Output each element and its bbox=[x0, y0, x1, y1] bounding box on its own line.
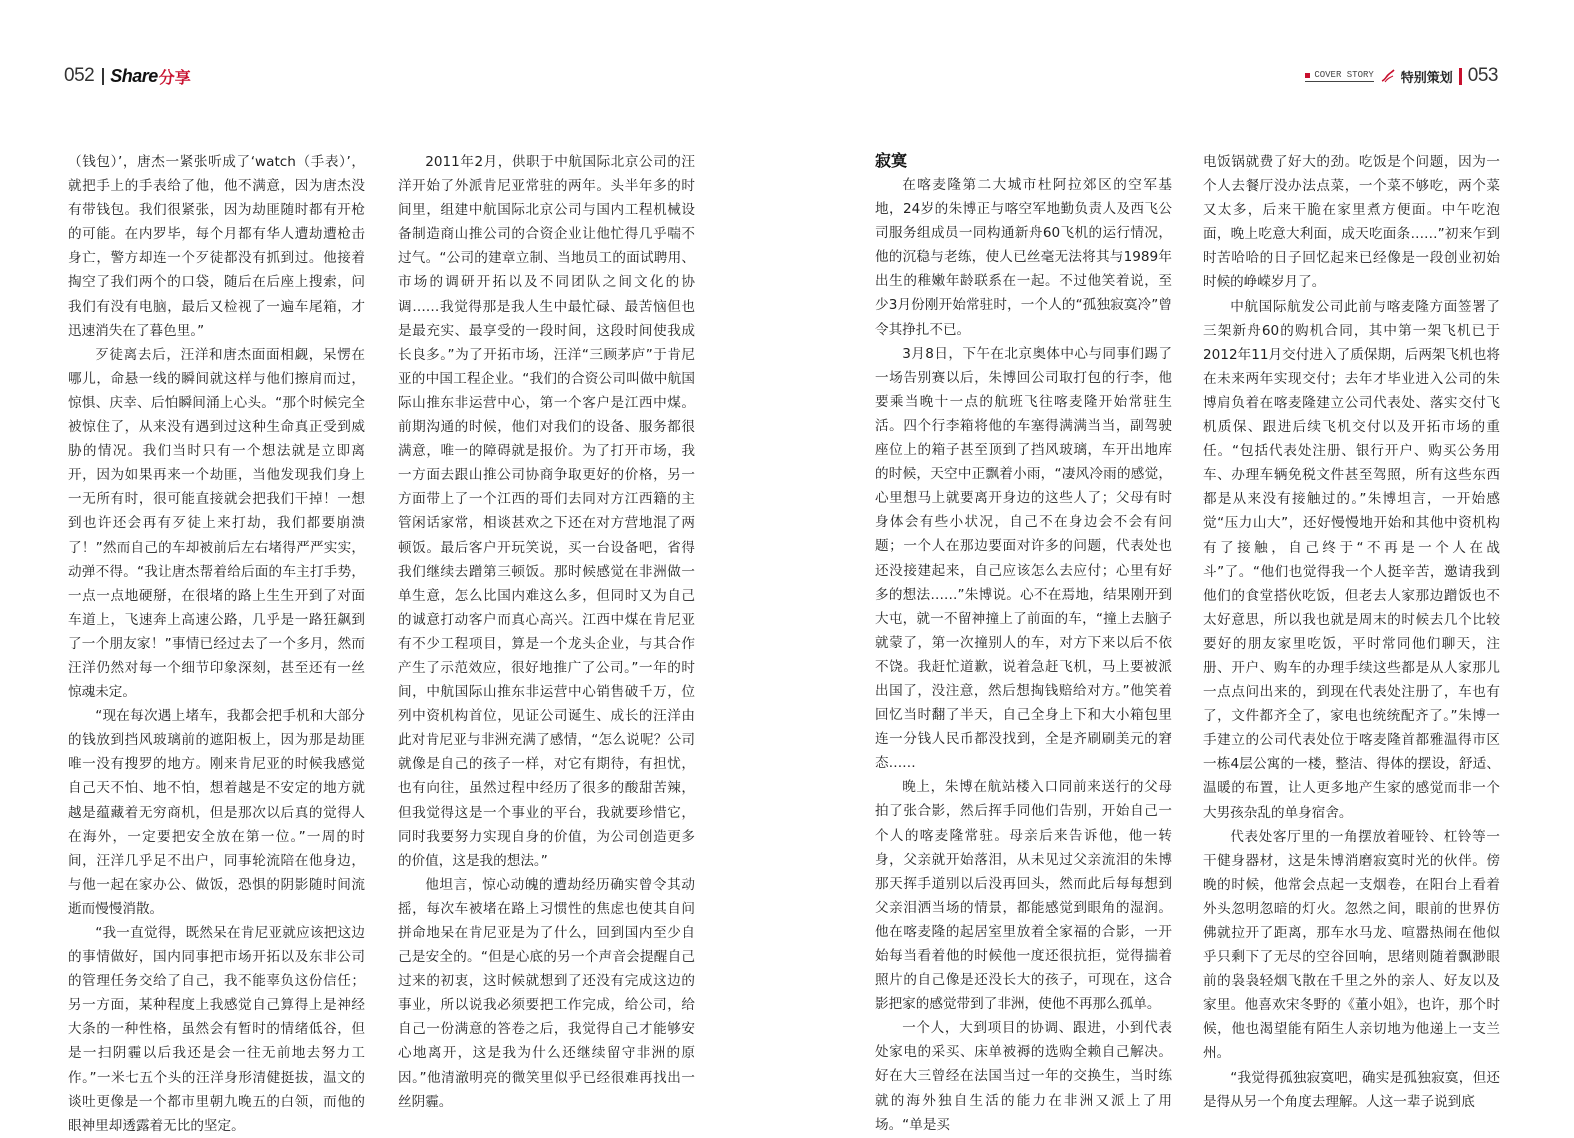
paragraph: “我一直觉得，既然呆在肯尼亚就应该把这边的事情做好，国内同事把市场开拓以及东非公司的管理任务交给了自己，我不能辜负这份信任；另一方面，某种程度上我感觉自己算得上是神经大条的一种性格，虽然会有暂时的情绪低谷，但是一扫阴霾以后我还是会一往无前地去努力工作。”一米七五个头的汪洋身形清健挺拔，温文的谈吐更像是一个都市里朝九晚五的白领，而他的眼神里却透露着无比的坚定。 bbox=[68, 925, 365, 1134]
paragraph: 3月8日，下午在北京奥体中心与同事们踢了一场告别赛以后，朱博回公司取打包的行李，他要乘当晚十一点的航班飞往喀麦隆开始常驻生活。四个行李箱将他的车塞得满满当当，副驾驶座位上的箱子甚至顶到了挡风玻璃，车开出地库的时候，天空中正飘着小雨，“凄风冷雨的感觉，心里想马上就要离开身边的这些人了；父母有时身体会有些小状况，自己不在身边会不会有问题；一个人在那边要面对许多的问题，代表处也还没接建起来，自己应该怎么去应付；心里有好多的想法……”朱博说。心不在焉地，结果刚开到大屯，就一不留神撞上了前面的车，“撞上去脑子就蒙了，第一次撞别人的车，对方下来以后不依不饶。我赶忙道歉，说着急赶飞机，马上要被派出国了，没注意，然后想掏钱赔给对方。”他笑着回忆当时翻了半天，自己全身上下和大小箱包里连一分钱人民币都没找到，全是齐刷刷美元的窘态…… bbox=[875, 345, 1172, 772]
section-heading: 寂寞 bbox=[875, 151, 908, 170]
paragraph: 在喀麦隆第二大城市杜阿拉郊区的空军基地，24岁的朱博正与喀空军地勤负责人及西飞公司服务组成员一同构通新舟60飞机的运行情况，他的沉稳与老练，使人已丝毫无法将其与1989年出生的稚嫩年龄联系在一起。不过他笑着说，至少3月份刚开始常驻时，一个人的“孤独寂寞冷”曾令其挣扎不已。 bbox=[875, 177, 1172, 338]
paragraph: 一个人，大到项目的协调、跟进，小到代表处家电的采买、床单被褥的选购全赖自己解决。好在大三曾经在法国当过一年的交换生，当时练就的海外独自生活的能力在非洲又派上了用场。“单是买 bbox=[875, 1020, 1172, 1133]
article-column-3 bbox=[875, 150, 1172, 1137]
article-column-2 bbox=[398, 150, 695, 1114]
header-divider bbox=[102, 68, 104, 85]
magazine-logo-cn: 分享 bbox=[158, 67, 191, 87]
swirl-icon bbox=[1380, 68, 1396, 84]
header-divider-red bbox=[1459, 68, 1462, 85]
red-square-icon bbox=[1305, 73, 1310, 78]
left-page-header bbox=[64, 64, 191, 88]
magazine-logo-en: Share bbox=[110, 65, 158, 86]
section-label: 特别策划 bbox=[1400, 70, 1453, 86]
article-column-1 bbox=[68, 150, 365, 1138]
paragraph: 他坦言，惊心动魄的遭劫经历确实曾令其动摇，每次车被堵在路上习惯性的焦虑也使其自问拼命地呆在肯尼亚是为了什么，回到国内至少自己是安全的。“但是心底的另一个声音会提醒自己过来的初衷，这时候就想到了还没有完成这边的事业，所以说我必须要把工作完成，给公司，给自己一份满意的答卷之后，我觉得自己才能够安心地离开，这是我为什么还继续留守非洲的原因。”他清澈明亮的微笑里似乎已经很难再找出一丝阴霾。 bbox=[398, 876, 695, 1110]
paragraph: 歹徒离去后，汪洋和唐杰面面相觑，呆愣在哪儿，命悬一线的瞬间就这样与他们擦肩而过，惊惧、庆幸、后怕瞬间涌上心头。“那个时候完全被惊住了，从来没有遇到过这种生命真正受到威胁的情况。我们当时只有一个想法就是立即离开，因为如果再来一个劫匪，当他发现我们身上一无所有时，很可能直接就会把我们干掉！一想到也许还会再有歹徒上来打劫，我们都要崩溃了！”然而自己的车却被前后左右堵得严严实实，动弹不得。“我让唐杰帮着给后面的车主打手势，一点一点地硬掰，在很堵的路上生生开到了对面车道上，飞速奔上高速公路，几乎是一路狂飙到了一个朋友家！”事情已经过去了一个多月，然而汪洋仍然对每一个细节印象深刻，甚至还有一丝惊魂未定。 bbox=[68, 346, 365, 701]
right-page-header bbox=[1305, 64, 1498, 88]
paragraph: 中航国际航发公司此前与喀麦隆方面签署了三架新舟60的购机合同，其中第一架飞机已于2012年11月交付进入了质保期，后两架飞机也将在未来两年实现交付；去年才毕业进入公司的朱博肩负着在喀麦隆建立公司代表处、落实交付飞机质保、跟进后续飞机交付以及开拓市场的重任。“包括代表处注册、银行开户、购买公务用车、办理车辆免税文件甚至驾照，所有这些东西都是从来没有接触过的。”朱博坦言，一开始感觉“压力山大”，还好慢慢地开始和其他中资机构有了接触，自己终于“不再是一个人在战斗”了。“他们也觉得我一个人挺辛苦，邀请我到他们的食堂搭伙吃饭，但老去人家那边蹭饭也不太好意思，所以我也就是周末的时候去几个比较要好的朋友家里吃饭，平时常同他们聊天，注册、开户、购车的办理手续这些都是从人家那儿一点点问出来的，到现在代表处注册了，车也有了，文件都齐全了，家电也统统配齐了。”朱博一手建立的公司代表处位于喀麦隆首都雅温得市区一栋4层公寓的一楼，整洁、得体的摆设，舒适、温暖的布置，让人更多地产生家的感觉而非一个大男孩杂乱的单身宿舍。 bbox=[1203, 298, 1500, 821]
article-column-4 bbox=[1203, 150, 1500, 1114]
right-page-number: 053 bbox=[1467, 65, 1498, 86]
paragraph: 代表处客厅里的一角摆放着哑铃、杠铃等一干健身器材，这是朱博消磨寂寞时光的伙伴。傍晚的时候，他常会点起一支烟卷，在阳台上看着外头忽明忽暗的灯火。忽然之间，眼前的世界仿佛就拉开了距离，那车水马龙、喧嚣热闹在他似乎只剩下了无尽的空谷回响，思绪则随着飘渺眼前的袅袅轻烟飞散在千里之外的亲人、好友以及家里。他喜欢宋冬野的《董小姐》，也许，那个时候，他也渴望能有陌生人亲切地为他递上一支兰州。 bbox=[1203, 828, 1500, 1062]
paragraph: （钱包）’，唐杰一紧张听成了‘watch（手表）’，就把手上的手表给了他，他不满意，因为唐杰没有带钱包。我们很紧张，因为劫匪随时都有开枪的可能。在内罗毕，每个月都有华人遭劫遭枪击身亡，警方却连一个歹徒都没有抓到过。他接着掏空了我们两个的口袋，随后在后座上搜索，问我们有没有电脑，最后又检视了一遍车尾箱，才迅速消失在了暮色里。” bbox=[68, 154, 365, 339]
cover-story-label bbox=[1305, 70, 1373, 82]
paragraph: “我觉得孤独寂寞吧，确实是孤独寂寞，但还是得从另一个角度去理解。人这一辈子说到底 bbox=[1203, 1069, 1500, 1110]
left-page-number: 052 bbox=[64, 65, 95, 86]
paragraph: 电饭锅就费了好大的劲。吃饭是个问题，因为一个人去餐厅没办法点菜，一个菜不够吃，两个菜又太多，后来干脆在家里煮方便面。中午吃泡面，晚上吃意大利面，成天吃面条……”初来乍到时苦哈哈的日子回忆起来已经像是一段创业初始时候的峥嵘岁月了。 bbox=[1203, 154, 1500, 291]
paragraph: “现在每次遇上堵车，我都会把手机和大部分的钱放到挡风玻璃前的遮阳板上，因为那是劫匪唯一没有搜罗的地方。刚来肯尼亚的时候我感觉自己天不怕、地不怕，想着越是不安定的地方就越是蕴藏着无穷商机，但是那次以后真的觉得人在海外，一定要把安全放在第一位。”一周的时间，汪洋几乎足不出户，同事轮流陪在他身边，与他一起在家办公、做饭，恐惧的阴影随时间流逝而慢慢消散。 bbox=[68, 708, 365, 917]
paragraph: 晚上，朱博在航站楼入口同前来送行的父母拍了张合影，然后挥手同他们告别，开始自己一个人的喀麦隆常驻。母亲后来告诉他，他一转身，父亲就开始落泪，从未见过父亲流泪的朱博那天挥手道别以后没再回头，然而此后每每想到父亲泪洒当场的情景，都能感觉到眼角的湿润。他在喀麦隆的起居室里放着全家福的合影，一开始每当看着他的时候他一度还很抗拒，觉得揣着照片的自己像是还没长大的孩子，可现在，这合影把家的感觉带到了非洲，使他不再那么孤单。 bbox=[875, 779, 1172, 1013]
cover-story-text: COVER STORY bbox=[1314, 70, 1374, 80]
paragraph: 2011年2月，供职于中航国际北京公司的汪洋开始了外派肯尼亚常驻的两年。头半年多的时间里，组建中航国际北京公司与国内工程机械设备制造商山推公司的合资企业让他忙得几乎喘不过气。“公司的建章立制、当地员工的面试聘用、市场的调研开拓以及不同团队之间文化的协调……我觉得那是我人生中最忙碌、最苦恼但也是最充实、最享受的一段时间，这段时间使我成长良多。”为了开拓市场，汪洋“三顾茅庐”于肯尼亚的中国工程企业。“我们的合资公司叫做中航国际山推东非运营中心，第一个客户是江西中煤。前期沟通的时候，他们对我们的设备、服务都很满意，唯一的障碍就是报价。为了打开市场，我一方面去跟山推公司协商争取更好的价格，另一方面带上了一个江西的哥们去同对方江西籍的主管闲话家常，相谈甚欢之下还在对方营地混了两顿饭。最后客户开玩笑说，买一台设备吧，省得我们继续去蹭第三顿饭。那时候感觉在非洲做一单生意，怎么比国内难这么多，但同时又为自己的诚意打动客户而真心高兴。江西中煤在肯尼亚有不少工程项目，算是一个龙头企业，与其合作产生了示范效应，很好地推广了公司。”一年的时间，中航国际山推东非运营中心销售破千万，位列中资机构首位，见证公司诞生、成长的汪洋由此对肯尼亚与非洲充满了感情，“怎么说呢？公司就像是自己的孩子一样，对它有期待，有担忧，也有向往，虽然过程中经历了很多的酸甜苦辣，但我觉得这是一个事业的平台，我就要珍惜它，同时我要努力实现自身的价值，为公司创造更多的价值，这是我的想法。” bbox=[398, 154, 695, 869]
